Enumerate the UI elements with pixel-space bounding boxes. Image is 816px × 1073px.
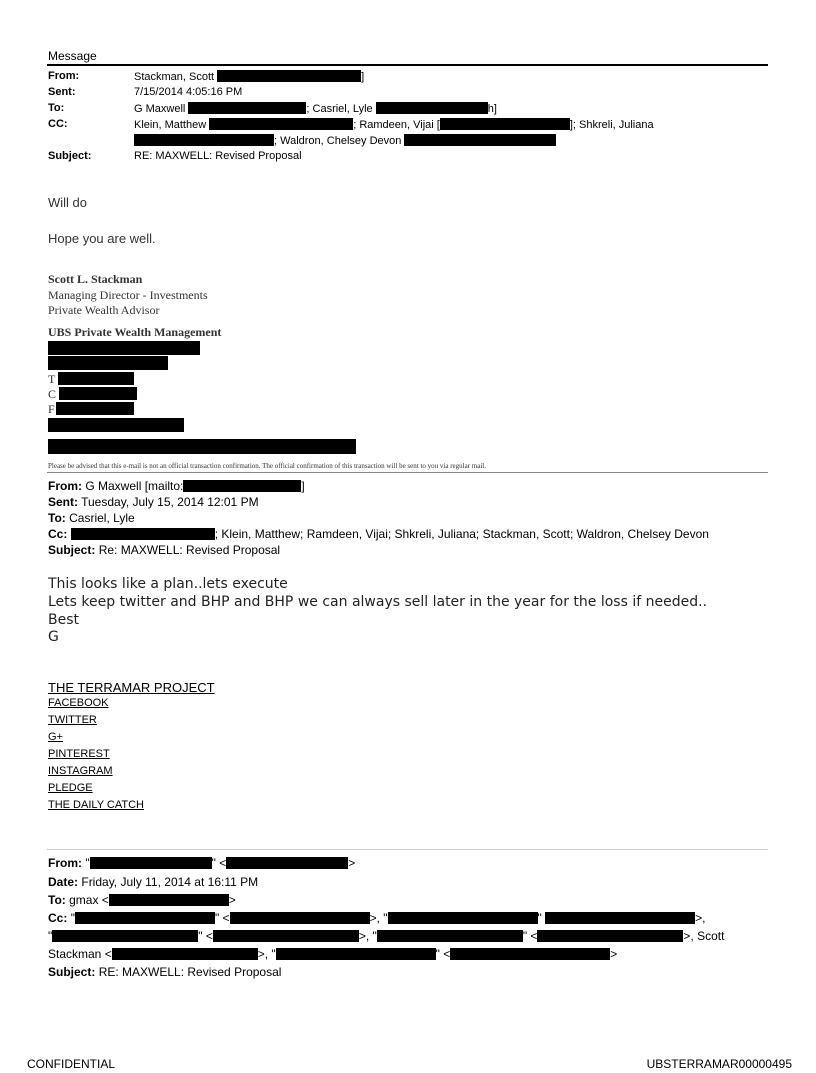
terramar-project-link[interactable]: THE TERRAMAR PROJECT [48,680,215,695]
signature-company: UBS Private Wealth Management [48,325,222,339]
cc-value: Klein, Matthew ; Ramdeen, Vijai [ ]; Shkreli, Juliana [134,119,654,131]
redaction [75,912,215,924]
sent-label: Sent: [48,86,76,98]
bates-number: UBSTERRAMAR00000495 [646,1057,792,1071]
subject-label: Subject: [48,150,92,162]
cc-label: CC: [48,118,68,130]
pinterest-link[interactable]: PINTEREST [48,748,110,760]
divider [47,849,768,850]
redaction [90,857,212,869]
from-row: From: G Maxwell [mailto: ] [48,479,305,493]
redaction [134,134,274,146]
from-row: From: " " < > [48,856,356,870]
redaction [183,480,301,492]
body-line: Hope you are well. [48,231,156,246]
redaction [388,912,538,924]
cc-row: Cc: " " < >, " " >, [48,911,706,925]
from-value: Stackman, Scott ] [134,71,365,83]
subject-value: RE: MAXWELL: Revised Proposal [134,150,302,162]
signature-name: Scott L. Stackman [48,272,143,286]
redaction [404,134,556,146]
cc-value-cont: ; Waldron, Chelsey Devon [134,134,556,147]
redaction [377,930,523,942]
sent-row: Sent: Tuesday, July 15, 2014 12:01 PM [48,495,259,509]
body-line: Lets keep twitter and BHP and BHP we can always sell later in the year for the loss if needed.. [48,594,707,610]
twitter-link[interactable]: TWITTER [48,714,97,726]
body-line: Will do [48,195,88,210]
redaction [217,70,361,82]
message-label: Message [48,49,97,63]
redaction [440,118,570,130]
signature-phone: T [48,372,134,387]
redaction [56,402,134,415]
redaction [58,372,134,385]
divider [47,472,768,473]
body-line: Best [48,612,80,628]
cc-row-cont: " " < >, " " < >, Scott [48,929,725,943]
redaction [48,418,184,432]
instagram-link[interactable]: INSTAGRAM [48,765,113,777]
signature-title: Managing Director - Investments [48,288,208,302]
to-row: To: gmax < > [48,893,236,907]
cc-row: Cc: ; Klein, Matthew; Ramdeen, Vijai; Shkreli, Juliana; Stackman, Scott; Waldron, Chelsey Devon [48,527,709,541]
to-label: To: [48,102,65,114]
signature-role: Private Wealth Advisor [48,303,160,317]
from-label: From: [48,70,80,82]
body-line: This looks like a plan..lets execute [48,576,288,592]
facebook-link[interactable]: FACEBOOK [48,697,109,709]
to-row: To: Casriel, Lyle [48,511,135,525]
body-line: G [48,629,59,645]
redaction [209,118,353,130]
redaction [48,356,168,370]
pledge-link[interactable]: PLEDGE [48,782,93,794]
redaction [52,930,198,942]
daily-catch-link[interactable]: THE DAILY CATCH [48,799,144,811]
google-plus-link[interactable]: G+ [48,731,63,743]
signature-fax: F [48,402,134,417]
redaction [112,948,258,960]
redaction [450,948,610,960]
redaction [213,930,359,942]
cc-row-cont: Stackman < >, " " < > [48,947,618,961]
redaction [226,857,348,869]
subject-row: Subject: Re: MAXWELL: Revised Proposal [48,543,281,557]
redaction [48,439,356,454]
redaction [188,102,306,114]
redaction [276,948,436,960]
disclaimer: Please be advised that this e-mail is not an official transaction confirmation. The official confirmation of this transaction will be sent to you via regular mail. [48,462,486,470]
redaction [71,528,215,540]
redaction [545,912,695,924]
redaction [537,930,683,942]
to-value: G Maxwell ; Casriel, Lyle h] [134,103,497,115]
confidential-label: CONFIDENTIAL [27,1057,116,1071]
date-row: Date: Friday, July 11, 2014 at 16:11 PM [48,875,259,889]
redaction [109,894,229,906]
signature-cell: C [48,387,137,402]
sent-value: 7/15/2014 4:05:16 PM [134,86,243,98]
subject-row: Subject: RE: MAXWELL: Revised Proposal [48,965,282,979]
redaction [59,387,137,400]
redaction [230,912,370,924]
header-rule [47,64,768,66]
redaction [376,102,488,114]
redaction [48,341,200,355]
